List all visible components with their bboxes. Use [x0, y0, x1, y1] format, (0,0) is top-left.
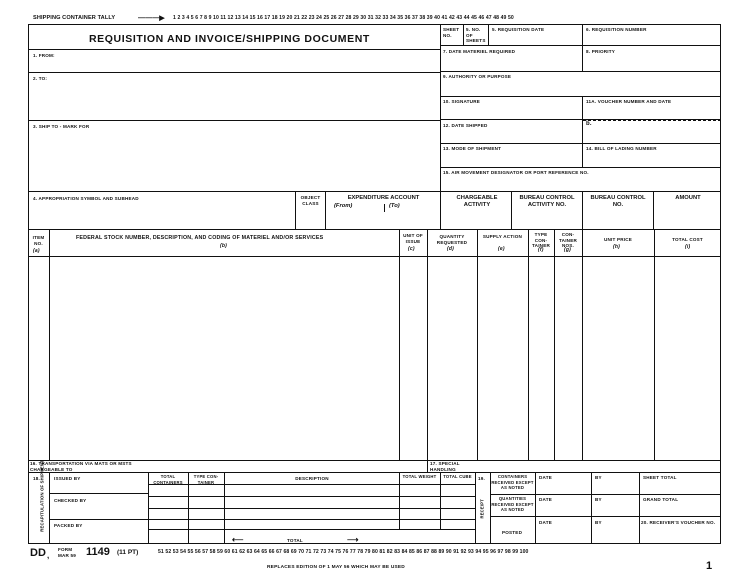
no-of-sheets-label: 5. NO. OF SHEETS	[466, 27, 486, 43]
dd-label: DD	[30, 547, 46, 559]
tally-label: SHIPPING CONTAINER TALLY	[33, 15, 116, 21]
divider	[440, 143, 721, 144]
date-required-label: 7. DATE MATERIEL REQUIRED	[443, 49, 516, 54]
divider	[28, 72, 440, 73]
col-d: (d)	[447, 246, 454, 252]
divider	[28, 191, 721, 192]
to-label: 2. TO:	[33, 76, 48, 81]
tally-arrow-icon: ———▶	[138, 15, 165, 22]
requisition-number-label: 6. REQUISITION NUMBER	[586, 27, 647, 32]
container-nos-header: CON- TAINER NOS.	[559, 232, 577, 248]
ship-to-label: 3. SHIP TO - MARK FOR	[33, 124, 90, 129]
checked-by-label: CHECKED BY	[54, 498, 87, 503]
divider	[535, 472, 536, 544]
by-label-3: BY	[595, 520, 602, 525]
col-b: (b)	[220, 243, 227, 249]
divider	[440, 191, 441, 229]
supply-action-header: SUPPLY ACTION	[482, 234, 523, 239]
divider	[440, 71, 721, 72]
form-title: REQUISITION AND INVOICE/SHIPPING DOCUMENT	[89, 33, 370, 45]
divider	[490, 516, 721, 517]
divider	[528, 229, 529, 460]
mode-of-shipment-label: 13. MODE OF SHIPMENT	[443, 146, 502, 151]
by-label-1: BY	[595, 475, 602, 480]
col-e: (e)	[498, 246, 505, 252]
divider	[463, 24, 464, 45]
divider	[591, 472, 592, 544]
divider	[49, 229, 50, 460]
posted-label: POSTED	[502, 530, 523, 535]
object-class-label: OBJECT CLASS	[300, 195, 321, 206]
divider	[440, 472, 441, 529]
bureau-control-activity-label: BUREAU CONTROL ACTIVITY NO.	[519, 195, 575, 208]
total-right-arrow-icon: ⟶	[347, 535, 359, 544]
from-label: 1. FROM:	[33, 53, 55, 58]
divider	[148, 519, 475, 520]
transportation-label: 16. TRANSPORTATION VIA MATS OR MSTS CHARGEABLE TO	[30, 461, 132, 472]
requisition-date-label: 5. REQUISITION DATE	[492, 27, 545, 32]
divider	[49, 472, 50, 544]
divider	[440, 24, 441, 191]
total-cost-header: TOTAL COST	[672, 237, 703, 242]
divider	[440, 167, 721, 168]
replaces-note: REPLACES EDITION OF 1 MAY 56 WHICH MAY BE USED	[267, 565, 405, 570]
divider	[49, 493, 148, 494]
amount-label: AMOUNT	[675, 195, 701, 201]
bill-of-lading-label: 14. BILL OF LADING NUMBER	[586, 146, 657, 151]
tally-numbers-2: 51 52 53 54 55 56 57 58 59 60 61 62 63 64 65 66 67 68 69 70 71 72 73 74 75 76 77 78 79 80 81 82 83 84 85 86 87 88 89 90 91 92 93 94 95 96 97 98 99 100	[158, 549, 529, 555]
receipt-vertical-label: RECEIPT	[479, 498, 485, 519]
divider	[583, 120, 721, 121]
divider	[582, 191, 583, 229]
chargeable-label: CHARGEABLE ACTIVITY	[456, 195, 498, 208]
unit-price-header: UNIT PRICE	[603, 237, 633, 242]
divider	[325, 191, 326, 229]
col-a: (a)	[33, 248, 40, 254]
divider	[427, 229, 428, 460]
divider	[28, 229, 721, 230]
voucher-b-label: b.	[586, 121, 592, 127]
total-left-arrow-icon: ⟵	[232, 535, 244, 544]
form-pt: (11 PT)	[117, 549, 139, 556]
col-f: (f)	[538, 247, 544, 253]
col-g: (g)	[564, 247, 571, 253]
air-movement-label: 15. AIR MOVEMENT DESIGNATOR OR PORT REFERENCE NO.	[443, 170, 589, 175]
total-containers-label: TOTAL CONTAINERS	[153, 474, 183, 485]
divider	[490, 494, 721, 495]
page-number: 1	[706, 560, 713, 572]
divider	[440, 96, 721, 97]
divider	[28, 256, 721, 257]
divider	[399, 472, 400, 529]
voucher-label: 11A. VOUCHER NUMBER AND DATE	[586, 99, 672, 104]
recap-vertical-label: RECAPITULATION OF SHIPMENT	[39, 460, 45, 532]
item-no-header: ITEM NO.	[32, 235, 45, 246]
total-weight-label: TOTAL WEIGHT	[402, 474, 437, 479]
divider	[488, 24, 489, 45]
tally-numbers: 1 2 3 4 5 6 7 8 9 10 11 12 13 14 15 16 17 18 19 20 21 22 23 24 25 26 27 28 29 30 31 32 33 34 35 36 37 38 39 40 41 42 43 44 45 46 47 48 49 50	[173, 15, 514, 21]
issued-by-label: ISSUED BY	[54, 476, 81, 481]
divider	[148, 529, 475, 530]
divider	[427, 460, 428, 472]
date-label-1: DATE	[539, 475, 552, 480]
expenditure-label: EXPENDITURE ACCOUNT	[347, 195, 420, 201]
quantities-received-label: QUANTITIES RECEIVED EXCEPT AS NOTED	[491, 496, 534, 512]
divider	[653, 191, 654, 229]
type-container-label: TYPE CON- TAINER	[193, 474, 219, 485]
packed-by-label: PACKED BY	[54, 523, 83, 528]
by-label-2: BY	[595, 497, 602, 502]
federal-stock-header: FEDERAL STOCK NUMBER, DESCRIPTION, AND CODING OF MATERIEL AND/OR SERVICES	[76, 235, 324, 241]
field-18-label: 18.	[33, 476, 40, 481]
special-handling-label: 17. SPECIAL HANDLING	[430, 461, 460, 472]
type-container-header: TYPE CON- TAINER	[532, 232, 550, 248]
col-i: (i)	[685, 244, 691, 250]
form-word: FORM	[58, 547, 73, 552]
divider	[49, 519, 148, 520]
col-h: (h)	[613, 244, 620, 250]
total-label: TOTAL	[287, 538, 303, 543]
description-label: DESCRIPTION	[295, 476, 329, 481]
divider	[28, 49, 440, 50]
to-sub-label: (To)	[389, 203, 400, 209]
divider	[384, 204, 385, 212]
appropriation-label: 4. APPROPRIATION SYMBOL AND SUBHEAD	[33, 196, 139, 201]
priority-label: 8. PRIORITY	[586, 49, 616, 54]
divider	[28, 120, 440, 121]
divider	[148, 508, 475, 509]
total-cube-label: TOTAL CUBE	[443, 474, 472, 479]
divider	[511, 191, 512, 229]
signature-label: 10. SIGNATURE	[443, 99, 480, 104]
containers-received-label: CONTAINERS RECEIVED EXCEPT AS NOTED	[491, 474, 534, 490]
bureau-control-no-label: BUREAU CONTROL NO.	[590, 195, 646, 208]
date-label-2: DATE	[539, 497, 552, 502]
col-c: (c)	[408, 246, 415, 252]
divider	[582, 96, 583, 167]
sheet-no-label: SHEET NO.	[443, 27, 460, 38]
divider	[148, 496, 475, 497]
divider	[582, 24, 583, 71]
form-date: MAR 59	[58, 553, 77, 558]
divider	[554, 229, 555, 460]
quantity-requested-header: QUANTITY REQUESTED	[436, 234, 468, 245]
divider	[28, 472, 721, 473]
date-shipped-label: 12. DATE SHIPPED	[443, 123, 488, 128]
form-number: 1149	[86, 546, 110, 558]
date-label-3: DATE	[539, 520, 552, 525]
divider	[477, 229, 478, 460]
authority-label: 9. AUTHORITY OR PURPOSE	[443, 74, 512, 79]
divider	[399, 229, 400, 460]
grand-total-label: GRAND TOTAL	[643, 497, 679, 502]
sheet-total-label: SHEET TOTAL	[643, 475, 677, 480]
receivers-voucher-label: 20. RECEIVER'S VOUCHER NO.	[641, 520, 716, 525]
unit-of-issue-header: UNIT OF ISSUE	[403, 233, 423, 244]
from-sub-label: (From)	[334, 203, 353, 209]
divider	[654, 229, 655, 460]
divider	[582, 229, 583, 460]
field-19-label: 19.	[478, 476, 485, 481]
divider	[475, 472, 476, 544]
divider	[639, 472, 640, 544]
divider	[440, 45, 721, 46]
